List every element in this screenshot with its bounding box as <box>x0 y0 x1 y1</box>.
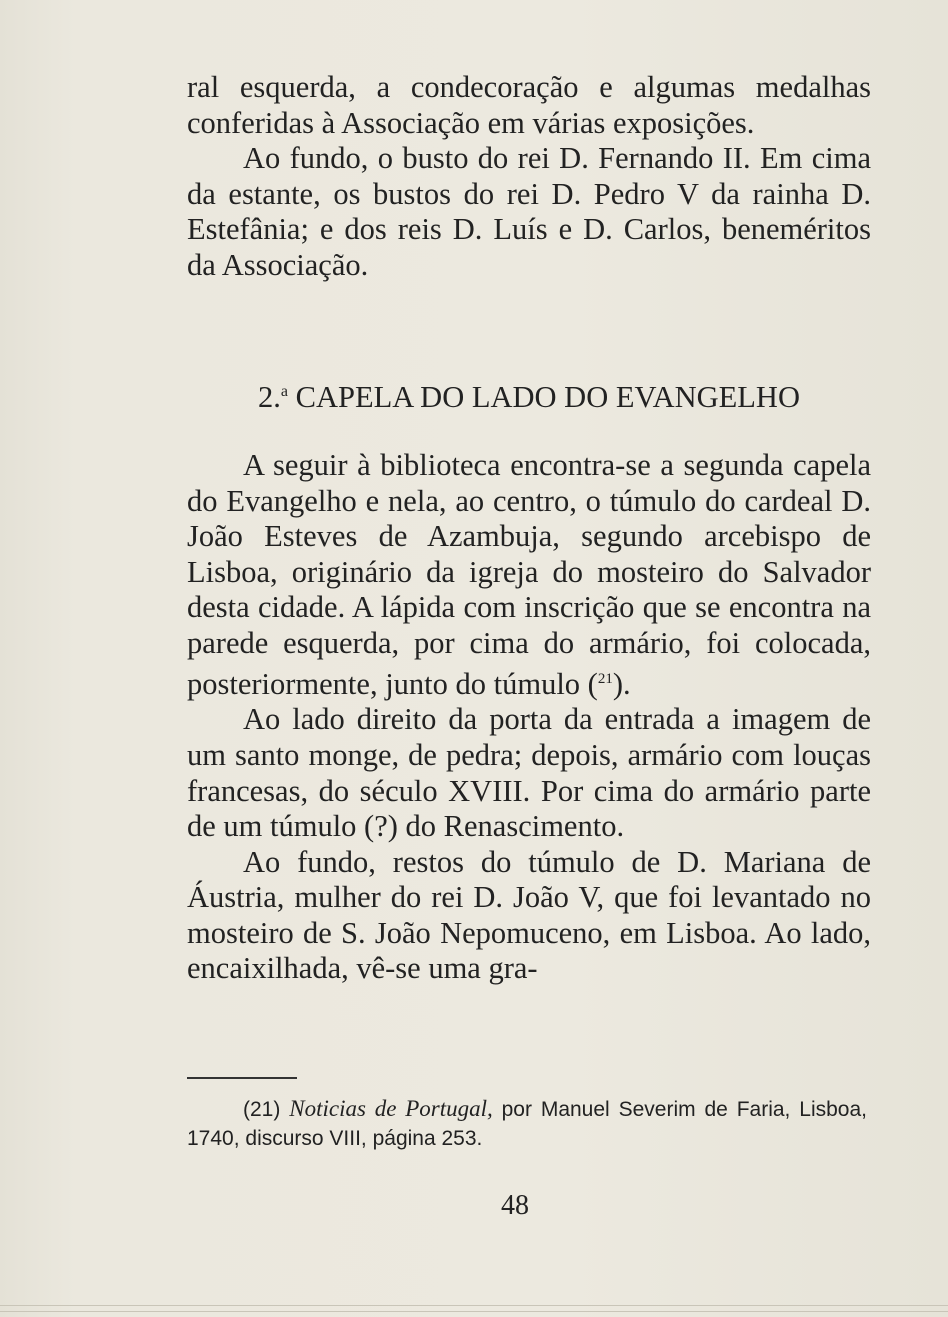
paragraph-tomb: Ao fundo, restos do túmulo de D. Mariana de Áustria, mulher do rei D. João V, que foi levantado no mosteiro de S. João Nepomuceno, em Lisboa. Ao lado, encaixilhada, vê-se uma gra- <box>187 844 871 986</box>
paragraph-busts: Ao fundo, o busto do rei D. Fernando II. Em cima da estante, os bustos do rei D. Pedro V da rainha D. Estefânia; e dos reis D. Luís e D. Carlos, beneméritos da Associação. <box>187 141 871 282</box>
paragraph-chapel <box>187 448 871 702</box>
footnote-reference: 21 <box>597 670 613 687</box>
paragraph-continuation: ral esquerda, a condecoração e algumas medalhas conferidas à Associação em várias exposições. <box>187 70 871 140</box>
footnote-separator <box>187 1077 297 1079</box>
paragraph-door: Ao lado direito da porta da entrada a imagem de um santo monge, de pedra; depois, armário com louças francesas, do século XVIII. Por cima do armário parte de um túmulo (?) do Renascimento. <box>187 702 871 844</box>
heading-number: 2. <box>258 380 281 415</box>
footnote <box>187 1094 867 1153</box>
paragraph-chapel-text: A seguir à biblioteca encontra-se a segunda capela do Evangelho e nela, ao centro, o túmulo do cardeal D. João Esteves de Azambuja, segundo arcebispo de Lisboa, originário da igreja do mosteiro do Salvador desta cidade. A lápida com inscrição que se encontra na parede esquerda, por cima do armário, foi colocada, posteriormente, junto do túmulo ( <box>187 448 871 701</box>
heading-text: CAPELA DO LADO DO EVANGELHO <box>287 380 800 415</box>
footnote-text: por Manuel Severim de Faria, Lisboa, 1740, discurso VIII, página 253. <box>187 1098 867 1150</box>
heading-ordinal: a <box>280 383 288 400</box>
footnote-title: Noticias de Portugal, <box>289 1096 493 1121</box>
paragraph-chapel-end: ). <box>612 666 631 701</box>
page-number: 48 <box>501 1190 529 1221</box>
footnote-number: (21) <box>243 1098 281 1121</box>
body-text-bottom <box>187 448 871 987</box>
page-edge-line <box>0 1305 948 1306</box>
section-heading <box>187 374 871 415</box>
body-text-top <box>187 70 871 284</box>
page-edge-line <box>0 1311 948 1312</box>
